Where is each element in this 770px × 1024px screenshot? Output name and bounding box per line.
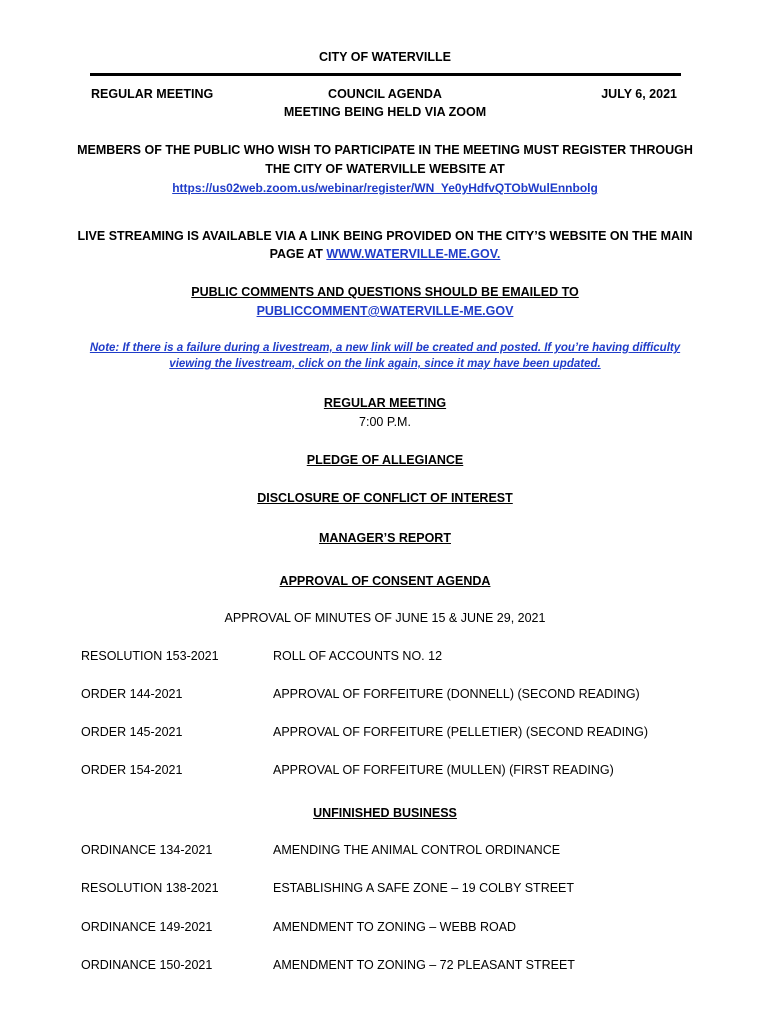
meeting-date: JULY 6, 2021 <box>601 87 677 101</box>
streaming-line-2 <box>0 247 770 261</box>
consent-item-id: RESOLUTION 153-2021 <box>81 649 219 663</box>
unfinished-item-desc: AMENDMENT TO ZONING – WEBB ROAD <box>273 920 517 934</box>
consent-item-id: ORDER 144-2021 <box>81 687 183 701</box>
zoom-registration-link[interactable]: https://us02web.zoom.us/webinar/register/WN_Ye0yHdfvQTObWulEnnbolg <box>172 181 598 195</box>
meeting-type: REGULAR MEETING <box>91 87 214 101</box>
registration-line-1: MEMBERS OF THE PUBLIC WHO WISH TO PARTICIPATE IN THE MEETING MUST REGISTER THROUGH <box>77 143 693 157</box>
public-comment-email-link[interactable]: PUBLICCOMMENT@WATERVILLE-ME.GOV <box>256 304 514 318</box>
disclosure-heading: DISCLOSURE OF CONFLICT OF INTEREST <box>257 491 513 505</box>
consent-item-desc: APPROVAL OF FORFEITURE (PELLETIER) (SECOND READING) <box>273 725 649 739</box>
meeting-time: 7:00 P.M. <box>359 415 411 429</box>
pledge-heading: PLEDGE OF ALLEGIANCE <box>306 453 464 467</box>
unfinished-item-id: RESOLUTION 138-2021 <box>81 881 219 895</box>
comments-line: PUBLIC COMMENTS AND QUESTIONS SHOULD BE EMAILED TO <box>191 285 579 299</box>
unfinished-item-desc: AMENDING THE ANIMAL CONTROL ORDINANCE <box>273 843 561 857</box>
consent-item-desc: ROLL OF ACCOUNTS NO. 12 <box>273 649 443 663</box>
streaming-prefix: PAGE AT <box>269 247 327 261</box>
regular-meeting-heading: REGULAR MEETING <box>323 396 447 410</box>
livestream-note-line-2: viewing the livestream, click on the link again, since it may have been updated. <box>169 358 601 370</box>
consent-item-id: ORDER 154-2021 <box>81 763 183 777</box>
livestream-note-line-1: Note: If there is a failure during a livestream, a new link will be created and posted. If you’re having difficulty <box>89 342 681 354</box>
registration-line-2: THE CITY OF WATERVILLE WEBSITE AT <box>265 162 505 176</box>
header-divider <box>90 73 681 76</box>
city-website-link[interactable]: WWW.WATERVILLE-ME.GOV. <box>326 247 501 261</box>
manager-report-heading: MANAGER’S REPORT <box>319 531 451 545</box>
streaming-line-1: LIVE STREAMING IS AVAILABLE VIA A LINK BEING PROVIDED ON THE CITY’S WEBSITE ON THE MAIN <box>77 229 693 243</box>
unfinished-item-desc: ESTABLISHING A SAFE ZONE – 19 COLBY STREET <box>273 881 575 895</box>
unfinished-item-id: ORDINANCE 149-2021 <box>81 920 213 934</box>
comments-email-row <box>0 304 770 318</box>
unfinished-item-desc: AMENDMENT TO ZONING – 72 PLEASANT STREET <box>273 958 575 972</box>
meeting-venue: MEETING BEING HELD VIA ZOOM <box>283 105 487 119</box>
consent-item-desc: APPROVAL OF FORFEITURE (DONNELL) (SECOND READING) <box>273 687 640 701</box>
consent-item-desc: APPROVAL OF FORFEITURE (MULLEN) (FIRST READING) <box>273 763 614 777</box>
unfinished-item-id: ORDINANCE 150-2021 <box>81 958 213 972</box>
consent-item-id: ORDER 145-2021 <box>81 725 183 739</box>
minutes-approval: APPROVAL OF MINUTES OF JUNE 15 & JUNE 29, 2021 <box>224 611 546 625</box>
unfinished-item-id: ORDINANCE 134-2021 <box>81 843 213 857</box>
consent-agenda-heading: APPROVAL OF CONSENT AGENDA <box>279 574 491 588</box>
unfinished-business-heading: UNFINISHED BUSINESS <box>313 806 457 820</box>
city-title: CITY OF WATERVILLE <box>319 50 451 64</box>
agenda-title: COUNCIL AGENDA <box>328 87 442 101</box>
registration-link-row <box>0 179 770 197</box>
